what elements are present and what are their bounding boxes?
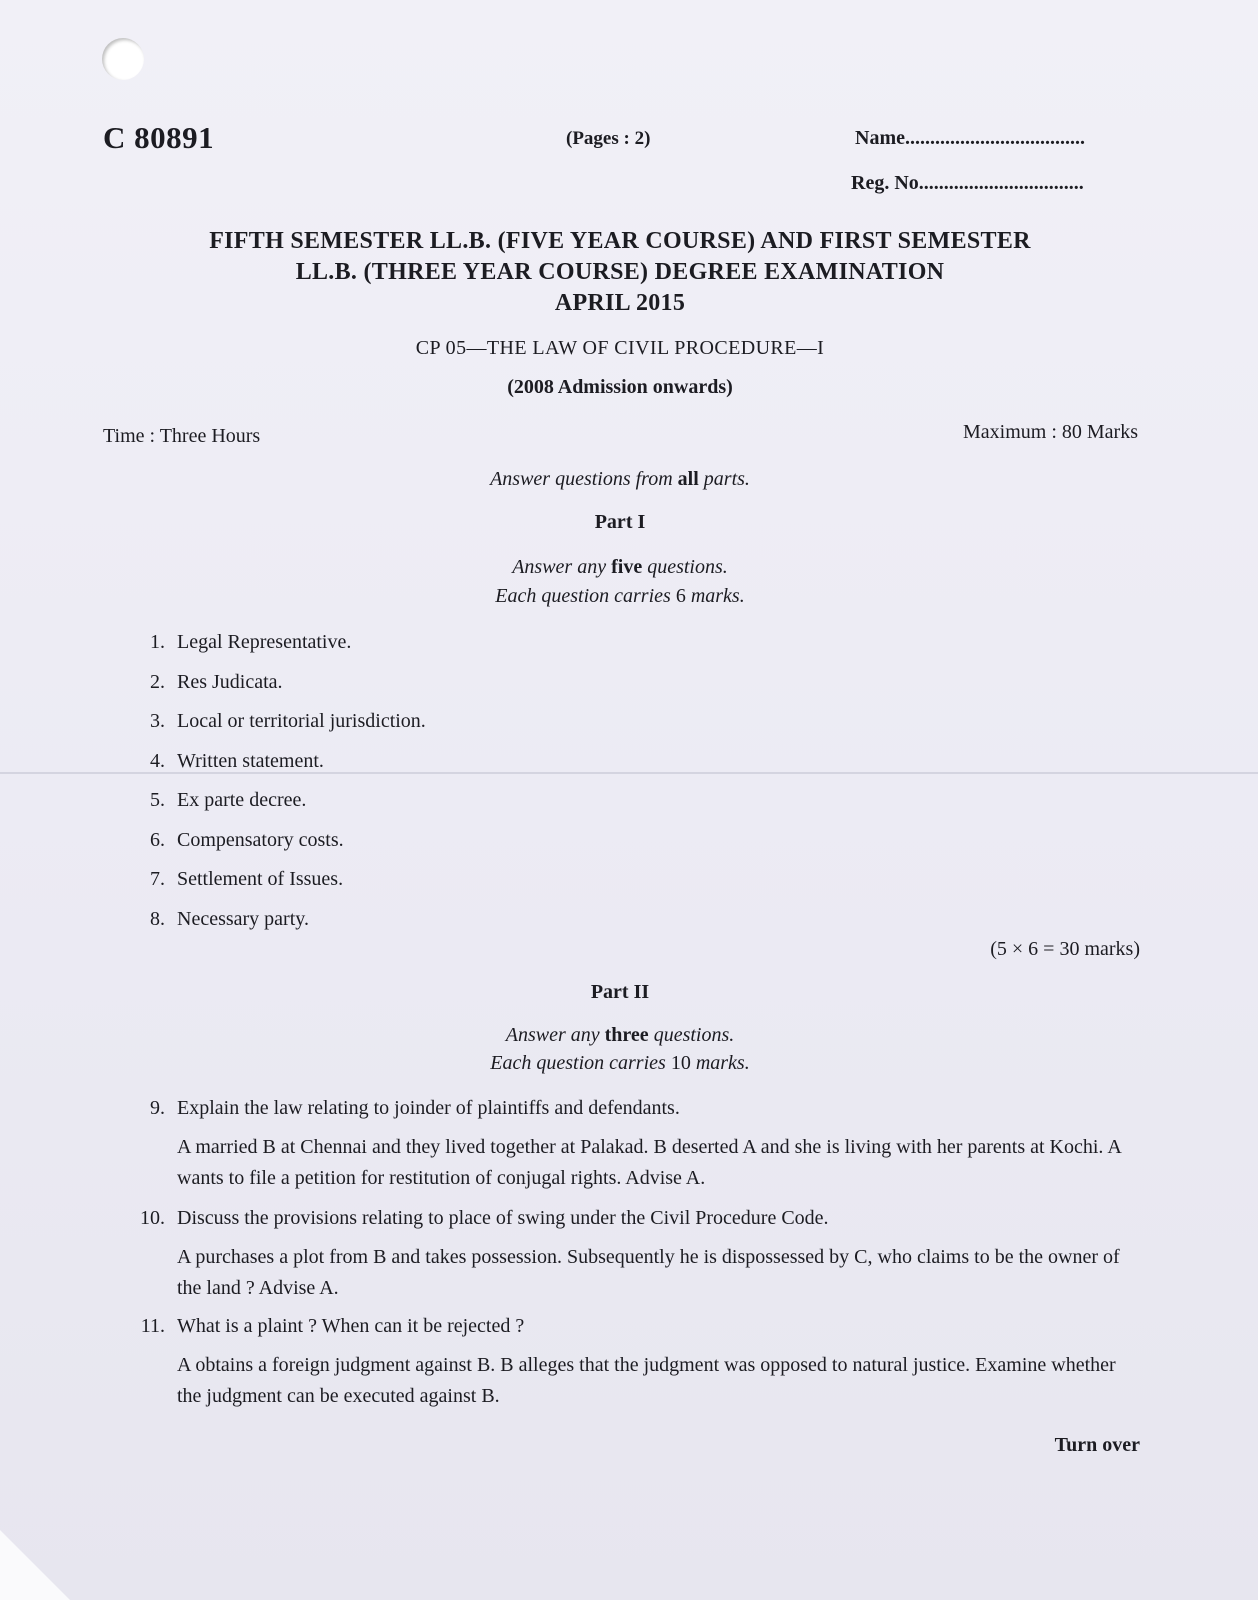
question-problem: A married B at Chennai and they lived together at Palakad. B deserted A and she is living with her parents at Kochi. A wants to file a petition for restitution of conjugal rights. Advise A. [177,1136,1121,1189]
question-problem: A purchases a plot from B and takes possession. Subsequently he is dispossessed by C, who claims to be the owner of the land ? Advise A. [177,1246,1120,1299]
part-1-instruction-1 [100,556,1140,579]
question-number: 1. [150,631,165,653]
question-text: Written statement. [177,749,324,772]
admission-note: (2008 Admission onwards) [507,376,733,398]
exam-title [100,226,1140,319]
page-count: (Pages : 2) [566,128,651,149]
question-item [130,789,1140,829]
punch-hole [102,38,144,80]
name-label: Name [855,127,905,149]
general-instruction-bold: all [677,468,699,490]
question-number: 5. [150,789,165,811]
subject-title: CP 05—THE LAW OF CIVIL PROCEDURE—I [415,337,825,359]
part-2-instr2-num: 10 [670,1052,691,1074]
part-1-instruction-2 [100,585,1140,608]
part-2-instr1-bold: three [604,1024,649,1046]
question-number: 9. [150,1097,165,1119]
question-text: Compensatory costs. [177,828,344,851]
general-instruction-post: parts. [703,468,750,490]
question-text: Res Judicata. [177,670,283,693]
question-text: Ex parte decree. [177,789,307,811]
turn-over-note: Turn over [1054,1434,1140,1456]
general-instruction [100,468,1140,491]
question-text: Necessary party. [177,907,309,930]
question-text: Legal Representative. [177,631,352,653]
part-1-instr2-post: marks. [690,585,745,607]
reg-no-dots: ................................. [918,172,1084,194]
question-problem: A obtains a foreign judgment against B. B alleges that the judgment was opposed to natural justice. Examine whether the judgment can be executed against B. [177,1354,1116,1407]
paper-code: C 80891 [103,120,215,155]
question-9 [130,1093,1140,1194]
part-1-instr1-post: questions. [647,556,728,578]
part-1-instr2-pre: Each question carries [495,585,671,607]
name-dots: .................................... [904,127,1085,149]
question-item [130,829,1140,869]
question-number: 10. [140,1207,165,1229]
question-number: 2. [150,670,165,693]
question-10 [130,1203,1140,1304]
maximum-marks: Maximum : 80 Marks [963,421,1138,443]
question-number: 8. [150,907,165,930]
name-field[interactable] [855,127,1140,150]
question-number: 11. [140,1315,165,1337]
part-1-instr1-pre: Answer any [512,556,607,578]
part-1-heading: Part I [594,511,646,533]
question-number: 6. [150,828,165,851]
part-1-question-list [130,631,1140,947]
question-item [130,908,1140,948]
question-text: Local or territorial jurisdiction. [177,710,426,732]
general-instruction-pre: Answer questions from [490,468,673,490]
question-text: What is a plaint ? When can it be rejected ? [177,1315,525,1337]
part-2-instr2-pre: Each question carries [490,1052,666,1074]
folded-corner [0,1530,70,1600]
question-number: 4. [150,749,165,772]
question-item [130,750,1140,790]
question-item [130,868,1140,908]
question-text: Explain the law relating to joinder of plaintiffs and defendants. [177,1097,680,1119]
question-item [130,671,1140,711]
part-2-heading: Part II [590,981,650,1003]
part-2-instruction-2 [100,1052,1140,1075]
question-11 [130,1311,1140,1412]
part-2-instr1-post: questions. [653,1024,735,1046]
question-number: 3. [150,710,165,732]
exam-title-line-3: APRIL 2015 [554,290,686,316]
question-text: Settlement of Issues. [177,868,344,890]
reg-no-field[interactable] [851,172,1140,195]
question-text: Discuss the provisions relating to place of swing under the Civil Procedure Code. [177,1207,829,1229]
part-2-instr2-post: marks. [695,1052,750,1074]
reg-no-label: Reg. No [851,172,919,194]
part-2-instruction-1 [100,1024,1140,1047]
exam-title-line-2: LL.B. (THREE YEAR COURSE) DEGREE EXAMINATION [295,259,945,285]
part-1-instr2-num: 6 [675,585,686,607]
question-number: 7. [150,868,165,890]
question-item [130,710,1140,750]
question-item [130,631,1140,671]
exam-title-line-1: FIFTH SEMESTER LL.B. (FIVE YEAR COURSE) AND FIRST SEMESTER [209,228,1031,254]
part-1-marks-summary: (5 × 6 = 30 marks) [990,938,1140,960]
part-1-instr1-bold: five [611,556,643,578]
time-allowed: Time : Three Hours [103,425,261,447]
part-2-instr1-pre: Answer any [505,1024,600,1046]
